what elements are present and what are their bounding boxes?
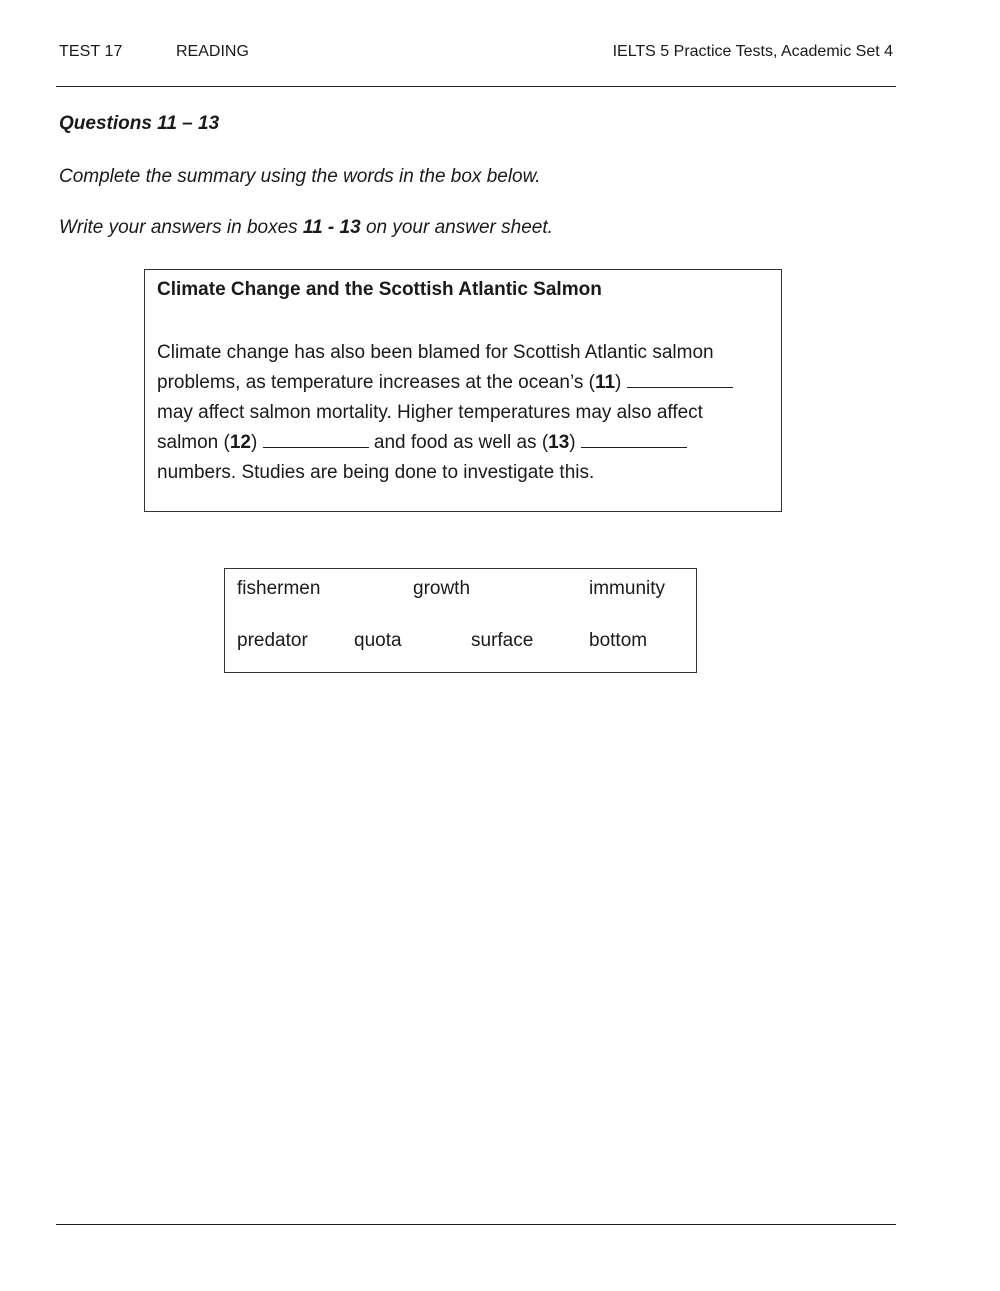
summary-part-2: ): [615, 372, 627, 393]
footer-divider: [56, 1224, 896, 1225]
word-box: [224, 568, 697, 673]
word-option[interactable]: growth: [413, 578, 471, 599]
word-option[interactable]: fishermen: [237, 578, 321, 599]
instruction-complete: Complete the summary using the words in the box below.: [59, 166, 541, 187]
summary-part-7: numbers. Studies are being done to investigate this.: [157, 462, 595, 483]
summary-text: [157, 338, 769, 488]
summary-part-4: ): [251, 432, 263, 453]
question-number-11: 11: [594, 372, 616, 393]
word-option[interactable]: predator: [237, 630, 308, 651]
instruction-write-prefix: Write your answers in boxes: [59, 217, 303, 238]
summary-title: Climate Change and the Scottish Atlantic Salmon: [157, 279, 602, 300]
summary-part-6: ): [569, 432, 581, 453]
instruction-write-boxes: 11 - 13: [302, 217, 361, 238]
word-option[interactable]: bottom: [589, 630, 648, 651]
word-option[interactable]: quota: [354, 630, 402, 651]
answer-blank-11[interactable]: [627, 369, 733, 388]
section-name: READING: [176, 43, 249, 60]
test-number: TEST 17: [59, 43, 123, 60]
source-title: IELTS 5 Practice Tests, Academic Set 4: [612, 43, 893, 60]
word-option[interactable]: immunity: [589, 578, 666, 599]
question-number-13: 13: [548, 432, 570, 453]
instruction-write-suffix: on your answer sheet.: [360, 217, 553, 238]
questions-heading: Questions 11 – 13: [59, 113, 220, 134]
header-divider: [56, 86, 896, 87]
summary-part-3: may affect salmon mortality. Higher temperatures may also affect salmon (: [157, 402, 703, 453]
answer-blank-13[interactable]: [581, 429, 687, 448]
summary-box: [144, 269, 782, 512]
summary-part-5: and food as well as (: [368, 432, 549, 453]
question-number-12: 12: [229, 432, 251, 453]
summary-part-1: Climate change has also been blamed for Scottish Atlantic salmon problems, as temperature increases at the ocean’s (: [157, 342, 714, 393]
answer-blank-12[interactable]: [263, 429, 369, 448]
instruction-write: [59, 217, 553, 239]
word-option[interactable]: surface: [471, 630, 534, 651]
